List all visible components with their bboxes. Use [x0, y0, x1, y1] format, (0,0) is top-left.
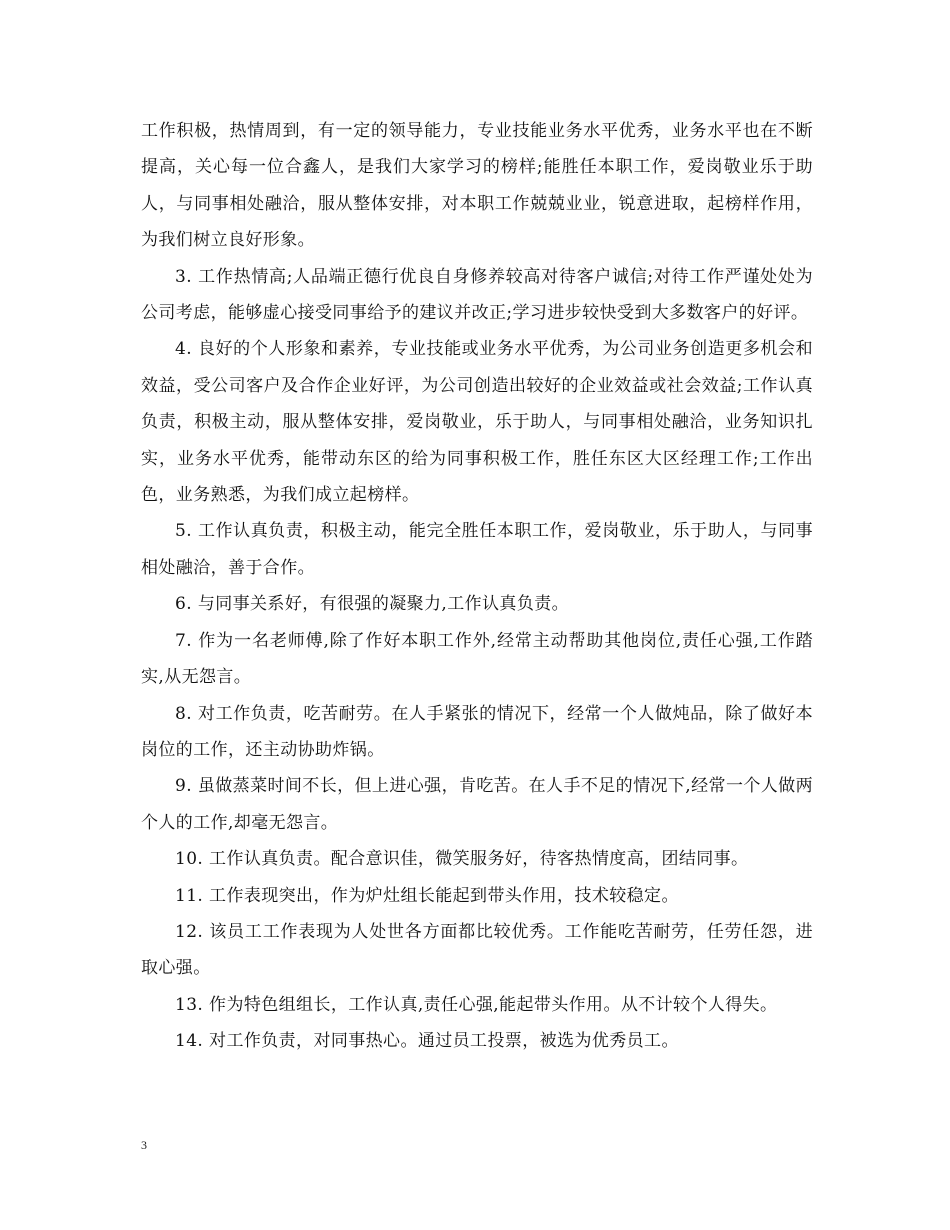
- document-body: [141, 113, 813, 1060]
- page-number: 3: [141, 1138, 147, 1152]
- list-item-10: 10. 工作认真负责。配合意识佳，微笑服务好，待客热情度高，团结同事。: [175, 849, 749, 870]
- list-item-13: 13. 作为特色组组长，工作认真,责任心强,能起带头作用。从不计较个人得失。: [175, 994, 778, 1015]
- list-item-6: 6. 与同事关系好，有很强的凝聚力,工作认真负责。: [175, 594, 570, 615]
- list-item-8: 8. 对工作负责，吃苦耐劳。在人手紧张的情况下，经常一个人做炖品，除了做好本岗位的工作，还主动协助炸锅。: [141, 703, 813, 760]
- list-item-12: 12. 该员工工作表现为人处世各方面都比较优秀。工作能吃苦耐劳，任劳任怨，进取心强。: [141, 921, 813, 979]
- list-item-9: 9. 虽做蒸菜时间不长，但上进心强，肯吃苦。在人手不足的情况下,经常一个人做两个人的工作,却毫无怨言。: [141, 776, 813, 833]
- list-item-11: 11. 工作表现突出，作为炉灶组长能起到带头作用，技术较稳定。: [175, 885, 679, 906]
- list-item-4: 4. 良好的个人形象和素养，专业技能或业务水平优秀，为公司业务创造更多机会和效益，受公司客户及合作企业好评，为公司创造出较好的企业效益或社会效益;工作认真负责，积极主动，服从整体安排，爱岗敬业，乐于助人，与同事相处融洽，业务知识扎实，业务水平优秀，能带动东区的给为同事积极工作，胜任东区大区经理工作;工作出色，业务熟悉，为我们成立起榜样。: [141, 339, 813, 506]
- list-item-7: 7. 作为一名老师傅,除了作好本职工作外,经常主动帮助其他岗位,责任心强,工作踏实,从无怨言。: [141, 630, 813, 688]
- list-item-14: 14. 对工作负责，对同事热心。通过员工投票，被选为优秀员工。: [175, 1031, 679, 1052]
- list-item-5: 5. 工作认真负责，积极主动，能完全胜任本职工作，爱岗敬业，乐于助人，与同事相处融洽，善于合作。: [141, 521, 813, 578]
- list-item-3: 3. 工作热情高;人品端正德行优良自身修养较高对待客户诚信;对待工作严谨处处为公司考虑，能够虚心接受同事给予的建议并改正;学习进步较快受到大多数客户的好评。: [141, 266, 813, 324]
- paragraph-continuation: 工作积极，热情周到，有一定的领导能力，专业技能业务水平优秀，业务水平也在不断提高，关心每一位合鑫人，是我们大家学习的榜样;能胜任本职工作，爱岗敬业乐于助人，与同事相处融洽，服从整体安排，对本职工作兢兢业业，锐意进取，起榜样作用，为我们树立良好形象。: [141, 121, 813, 251]
